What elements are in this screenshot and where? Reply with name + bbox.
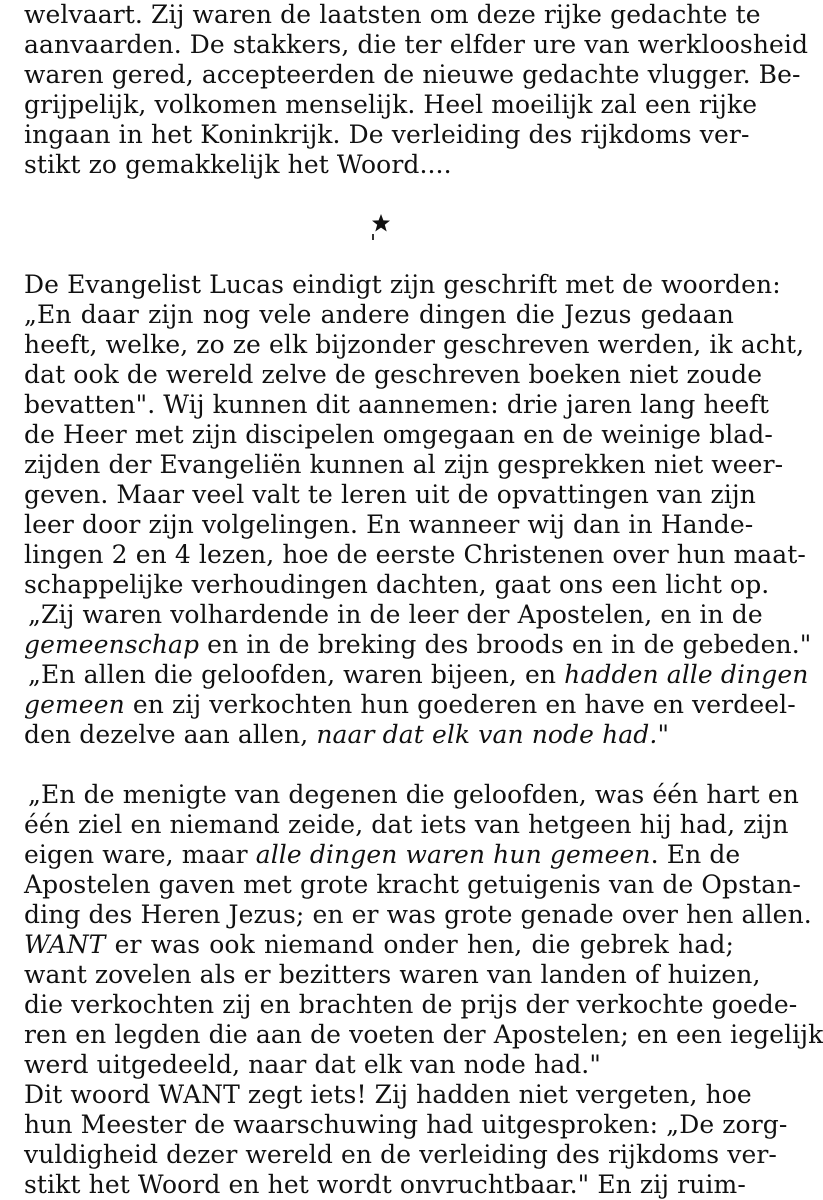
quote-line <box>24 690 796 720</box>
text-line: schappelijke verhoudingen dachten, gaat ons een licht op. <box>24 570 770 599</box>
text-line: hun Meester de waarschuwing had uitgesproken: „De zorg- <box>24 1110 788 1139</box>
quote-line: want zovelen als er bezitters waren van landen of huizen, <box>24 960 761 989</box>
italic-text: naar dat elk van node had. <box>316 720 658 749</box>
text-line: zijden der Evangeliën kunnen al zijn gesprekken niet weer- <box>24 450 784 479</box>
text-line: de Heer met zijn discipelen omgegaan en de weinige blad- <box>24 420 773 449</box>
star-icon <box>371 213 391 233</box>
text-line: waren gered, accepteerden de nieuwe gedachte vlugger. Be- <box>24 60 801 89</box>
quote-line: ding des Heren Jezus; en er was grote genade over hen allen. <box>24 900 812 929</box>
quote-line <box>24 720 734 750</box>
text-line: geven. Maar veel valt te leren uit de opvattingen van zijn <box>24 480 756 509</box>
italic-text: gemeen <box>24 690 125 719</box>
quote-line: die verkochten zij en brachten de prijs der verkochte goede- <box>24 990 798 1019</box>
text-line: stikt zo gemakkelijk het Woord.... <box>24 150 452 179</box>
text-line: heeft, welke, zo ze elk bijzonder geschreven werden, ik acht, <box>24 330 805 359</box>
quote-line: ren en legden die aan de voeten der Apostelen; en een iegelijk <box>24 1020 823 1049</box>
quote-line: Apostelen gaven met grote kracht getuigenis van de Opstan- <box>24 870 801 899</box>
text-line: bevatten". Wij kunnen dit aannemen: drie jaren lang heeft <box>24 390 770 419</box>
quote-text: en zij verkochten hun goederen en have en verdeel- <box>124 690 796 719</box>
text-line: welvaart. Zij waren de laatsten om deze rijke gedachte te <box>24 0 761 29</box>
text-line: lingen 2 en 4 lezen, hoe de eerste Christenen over hun maat- <box>24 540 806 569</box>
italic-text: hadden alle dingen <box>564 660 809 689</box>
separator-mark <box>372 234 374 240</box>
quote-text: er was ook niemand onder hen, die gebrek had; <box>105 930 734 959</box>
quote-line <box>24 630 812 660</box>
italic-text: WANT <box>24 930 106 959</box>
quote-text: en in de breking des broods en in de gebeden." <box>199 630 812 659</box>
quote-text: „En allen die geloofden, waren bijeen, en <box>28 660 565 689</box>
quote-line: „Zij waren volhardende in de leer der Apostelen, en in de <box>28 600 763 629</box>
text-line: aanvaarden. De stakkers, die ter elfder ure van werkloosheid <box>24 30 809 59</box>
quote-text: . En de <box>650 840 741 869</box>
text-line: Dit woord WANT zegt iets! Zij hadden niet vergeten, hoe <box>24 1080 752 1109</box>
italic-text: alle dingen waren hun gemeen <box>255 840 651 869</box>
quote-line <box>24 930 734 960</box>
quote-line: werd uitgedeeld, naar dat elk van node had." <box>24 1050 601 1079</box>
text-line: leer door zijn volgelingen. En wanneer wij dan in Hande- <box>24 510 754 539</box>
quote-text: " <box>657 720 670 749</box>
quote-line <box>28 660 809 690</box>
text-line: vuldigheid dezer wereld en de verleiding des rijkdoms ver- <box>24 1140 777 1169</box>
quote-line <box>24 840 741 870</box>
text-line: dat ook de wereld zelve de geschreven boeken niet zoude <box>24 360 763 389</box>
text-line: ingaan in het Koninkrijk. De verleiding des rijkdoms ver- <box>24 120 750 149</box>
quote-text: den dezelve aan allen, <box>24 720 317 749</box>
text-line: De Evangelist Lucas eindigt zijn geschrift met de woorden: <box>24 270 781 299</box>
quote-text: eigen ware, maar <box>24 840 256 869</box>
italic-text: gemeenschap <box>24 630 200 659</box>
text-line: „En daar zijn nog vele andere dingen die Jezus gedaan <box>24 300 734 329</box>
text-line: stikt het Woord en het wordt onvruchtbaar." En zij ruim- <box>24 1170 746 1199</box>
quote-line: „En de menigte van degenen die geloofden, was één hart en <box>28 780 799 809</box>
quote-line: één ziel en niemand zeide, dat iets van hetgeen hij had, zijn <box>24 810 789 839</box>
text-line: grijpelijk, volkomen menselijk. Heel moeilijk zal een rijke <box>24 90 758 119</box>
